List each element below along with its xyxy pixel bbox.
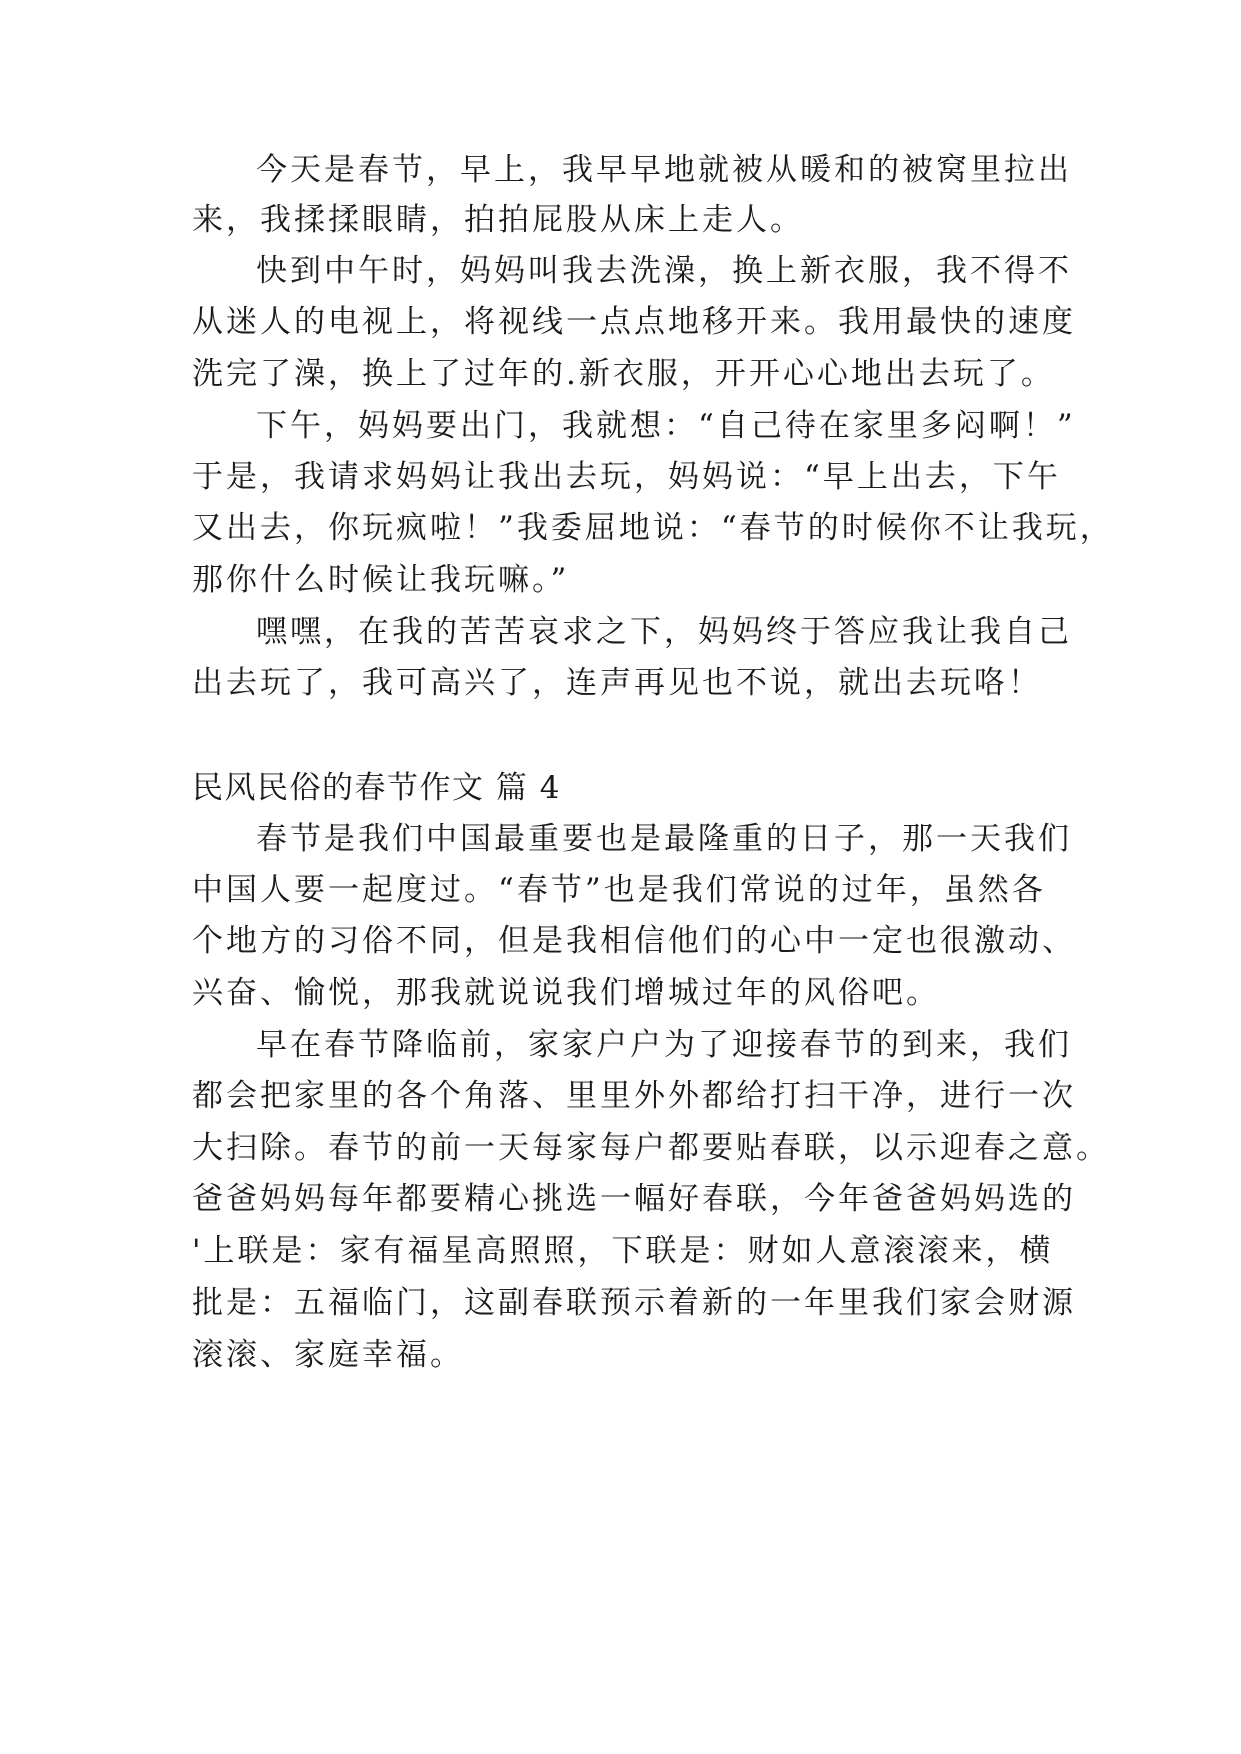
text-line: 快到中午时，妈妈叫我去洗澡，换上新衣服，我不得不 — [256, 253, 1072, 289]
text-line: 中国人要一起度过。“春节”也是我们常说的过年，虽然各 — [192, 872, 1046, 908]
text-line: 那你什么时候让我玩嘛。” — [192, 562, 570, 598]
text-line: 下午，妈妈要出门，我就想：“自己待在家里多闷啊！” — [256, 408, 1076, 444]
text-line: 洗完了澡，换上了过年的.新衣服，开开心心地出去玩了。 — [192, 356, 1055, 392]
text-line: 个地方的习俗不同，但是我相信他们的心中一定也很激动、 — [192, 923, 1076, 959]
text-line: 于是，我请求妈妈让我出去玩，妈妈说：“早上出去，下午 — [192, 459, 1061, 495]
text-line: 出去玩了，我可高兴了，连声再见也不说，就出去玩咯！ — [192, 665, 1042, 701]
text-line: 批是：五福临门，这副春联预示着新的一年里我们家会财源 — [192, 1285, 1076, 1321]
text-line: 春节是我们中国最重要也是最隆重的日子，那一天我们 — [256, 821, 1072, 857]
text-line: 嘿嘿，在我的苦苦哀求之下，妈妈终于答应我让我自己 — [256, 614, 1072, 650]
text-line: 大扫除。春节的前一天每家每户都要贴春联，以示迎春之意。 — [192, 1130, 1110, 1166]
text-line: 爸爸妈妈每年都要精心挑选一幅好春联，今年爸爸妈妈选的 — [192, 1181, 1076, 1217]
text-line: 从迷人的电视上，将视线一点点地移开来。我用最快的速度 — [192, 304, 1076, 340]
text-line: '上联是：家有福星高照照，下联是：财如人意滚滚来，横 — [192, 1233, 1054, 1269]
text-line: 滚滚、家庭幸福。 — [192, 1337, 464, 1373]
text-line: 来，我揉揉眼睛，拍拍屁股从床上走人。 — [192, 202, 804, 238]
text-line: 早在春节降临前，家家户户为了迎接春节的到来，我们 — [256, 1027, 1072, 1063]
section-heading: 民风民俗的春节作文 篇 4 — [192, 770, 561, 806]
text-line: 都会把家里的各个角落、里里外外都给打扫干净，进行一次 — [192, 1078, 1076, 1114]
text-line: 今天是春节，早上，我早早地就被从暖和的被窝里拉出 — [256, 152, 1072, 188]
text-line: 又出去，你玩疯啦！”我委屈地说：“春节的时候你不让我玩， — [192, 510, 1114, 546]
text-line: 兴奋、愉悦，那我就说说我们增城过年的风俗吧。 — [192, 975, 940, 1011]
